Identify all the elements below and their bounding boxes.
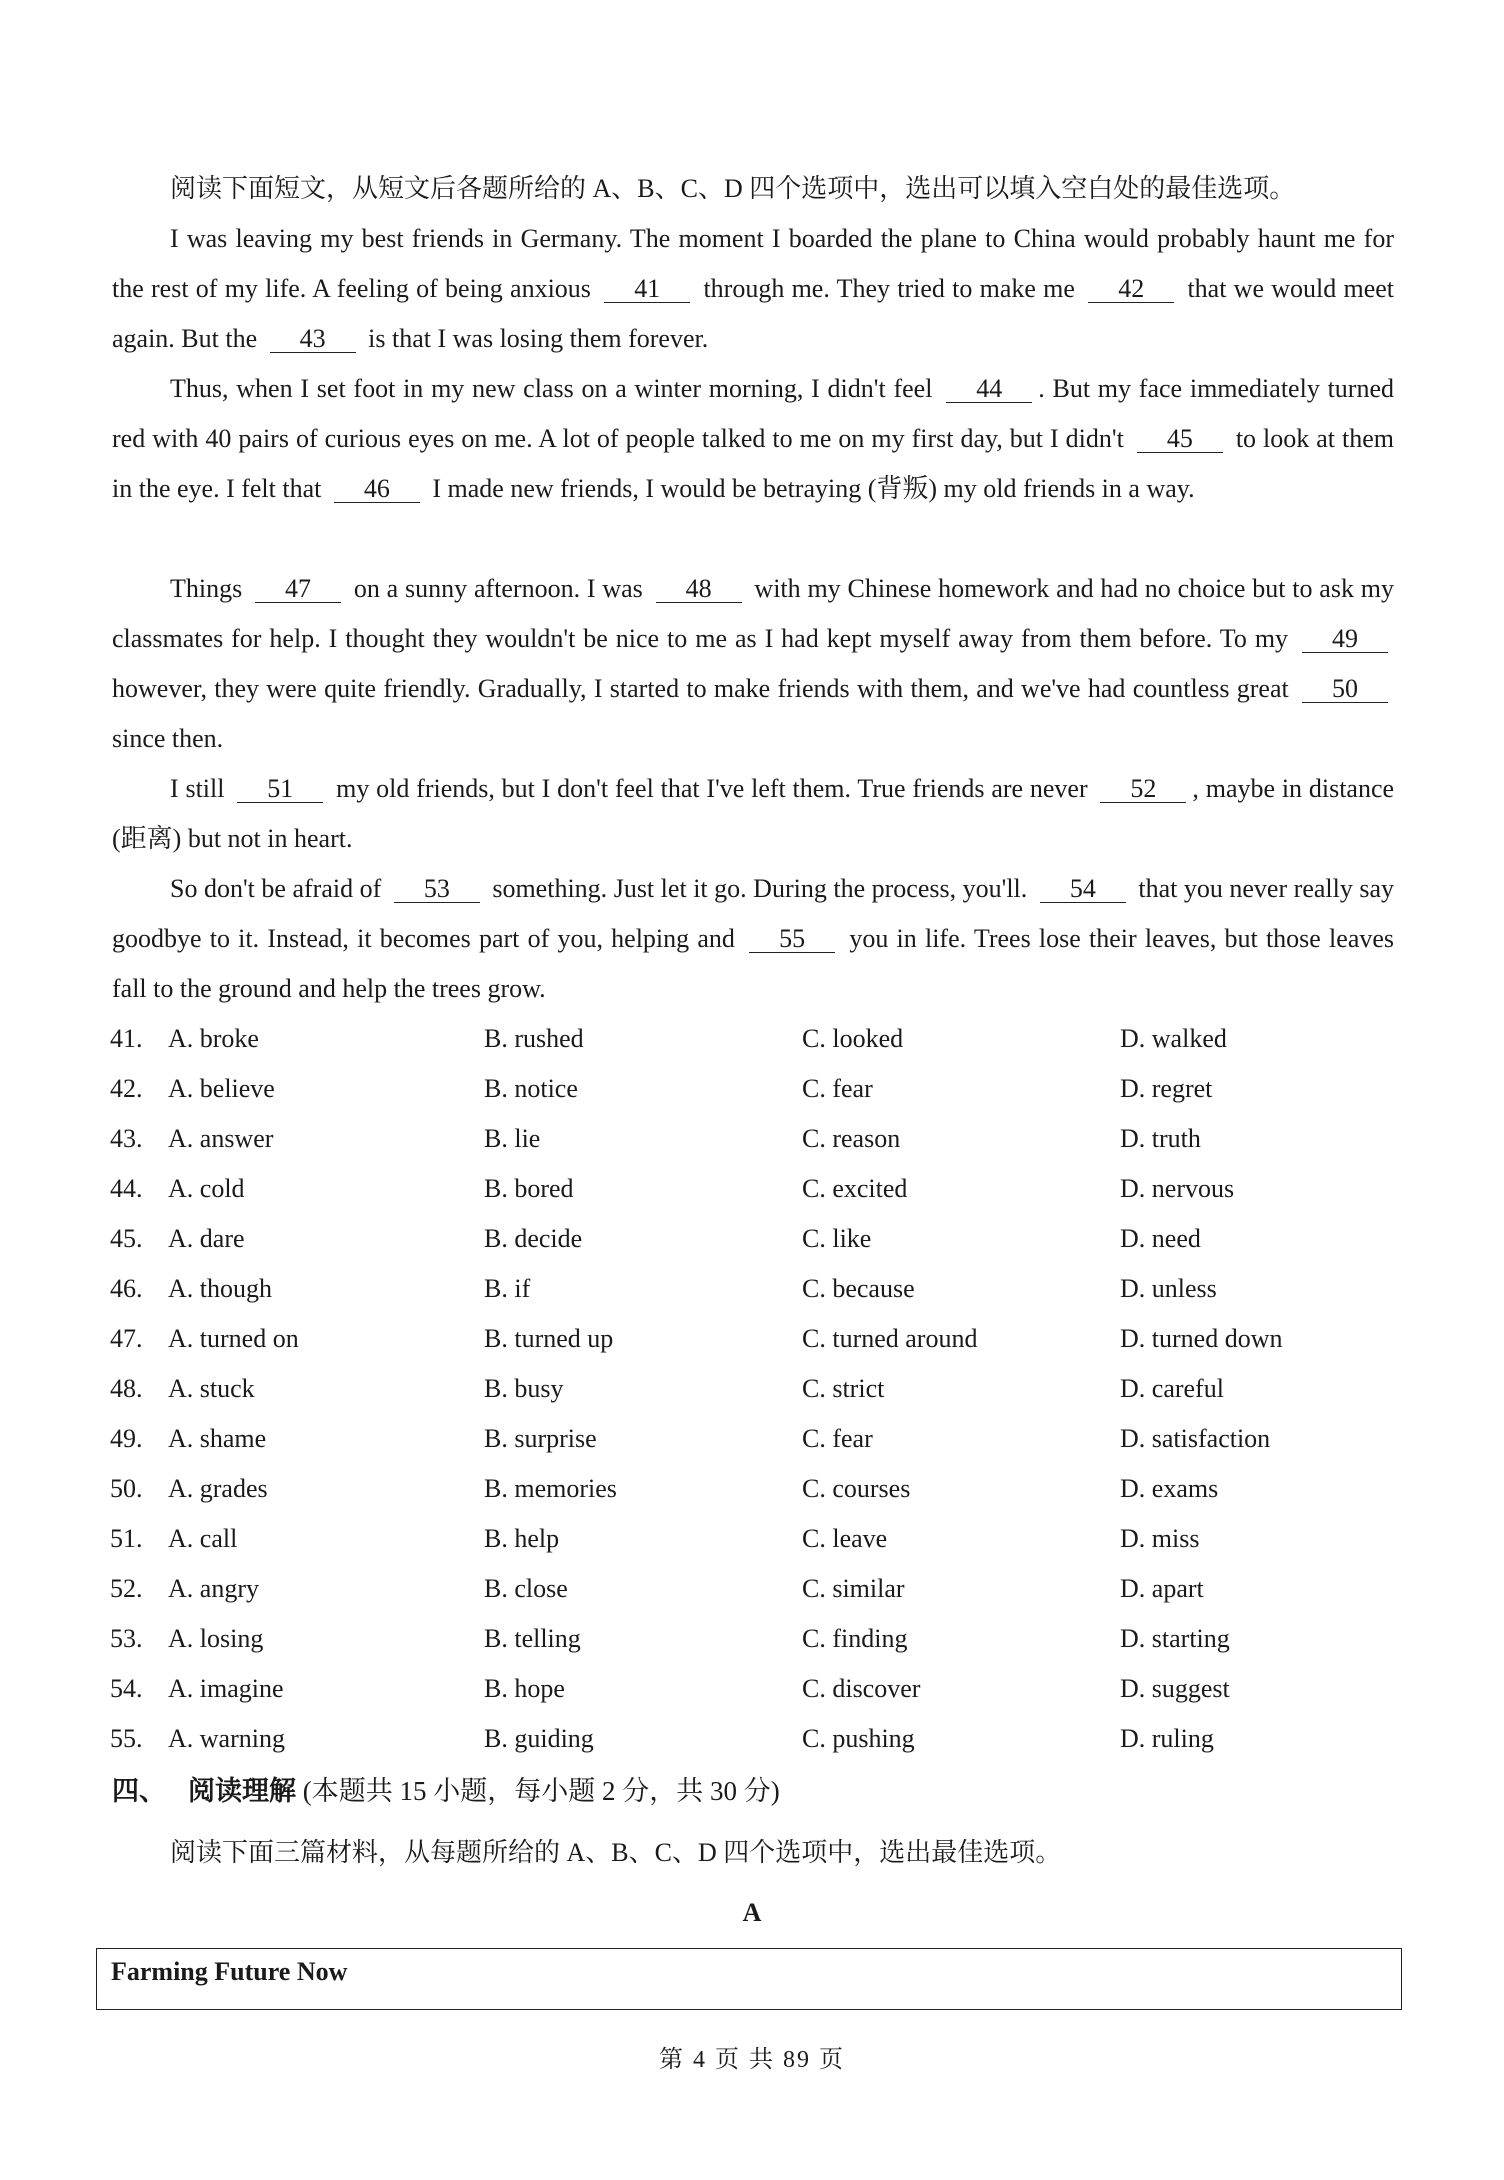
option-a: A. angry xyxy=(168,1574,259,1603)
blank-53: 53 xyxy=(394,876,480,903)
passage-text: something. Just let it go. During the process, you'll. xyxy=(492,874,1028,903)
reading-instructions: 阅读下面三篇材料，从每题所给的 A、B、C、D 四个选项中，选出最佳选项。 xyxy=(170,1838,1062,1867)
option-a: A. dare xyxy=(168,1224,245,1253)
option-c: C. reason xyxy=(802,1124,901,1153)
option-a: A. losing xyxy=(168,1624,264,1653)
option-d: D. careful xyxy=(1120,1374,1224,1403)
blank-41: 41 xyxy=(604,276,690,303)
passage-paragraph-3 xyxy=(112,564,1394,764)
option-c: C. because xyxy=(802,1274,915,1303)
passage-text: Thus, when I set foot in my new class on a winter morning, I didn't feel xyxy=(170,374,933,403)
passage-text: Things xyxy=(170,574,243,603)
blank-51: 51 xyxy=(237,776,323,803)
option-c: C. discover xyxy=(802,1674,921,1703)
option-b: B. close xyxy=(484,1574,568,1603)
blank-45: 45 xyxy=(1137,426,1223,453)
option-d: D. regret xyxy=(1120,1074,1213,1103)
option-b: B. telling xyxy=(484,1624,581,1653)
option-a: A. answer xyxy=(168,1124,274,1153)
passage-text: that you never really say goodbye to it. Instead, it becomes part of you, helping and xyxy=(112,874,1395,953)
passage-letter: A xyxy=(742,1898,762,1927)
option-row xyxy=(110,1364,1400,1414)
option-d: D. turned down xyxy=(1120,1324,1283,1353)
question-number: 55. xyxy=(110,1724,143,1753)
option-d: D. nervous xyxy=(1120,1174,1235,1203)
passage-paragraph-5 xyxy=(112,864,1394,1014)
option-b: B. lie xyxy=(484,1124,541,1153)
option-d: D. suggest xyxy=(1120,1674,1230,1703)
passage-text: I was leaving my best friends in Germany. The moment I boarded the plane to China would probably haunt me for the rest of my life. A feeling of being anxious xyxy=(112,224,1394,303)
option-c: C. similar xyxy=(802,1574,905,1603)
option-c: C. looked xyxy=(802,1024,904,1053)
passage-text: I made new friends, I would be betraying (背叛) my old friends in a way. xyxy=(432,474,1195,503)
option-row xyxy=(110,1314,1400,1364)
option-d: D. apart xyxy=(1120,1574,1204,1603)
option-row xyxy=(110,1064,1400,1114)
option-c: C. finding xyxy=(802,1624,908,1653)
passage-text: however, they were quite friendly. Gradually, I started to make friends with them, and we've had countless great xyxy=(112,674,1289,703)
question-number: 41. xyxy=(110,1024,143,1053)
option-a: A. broke xyxy=(168,1024,259,1053)
passage-paragraph-1 xyxy=(112,214,1394,364)
passage-text: with my Chinese homework and had no choice but to ask my classmates for help. I thought they wouldn't be nice to me as I had kept myself away from them before. To my xyxy=(112,574,1395,653)
option-b: B. rushed xyxy=(484,1024,584,1053)
question-number: 43. xyxy=(110,1124,143,1153)
section-name: 阅读理解 xyxy=(188,1776,296,1806)
page-footer: 第 4 页 共 89 页 xyxy=(659,2047,845,2073)
option-c: C. strict xyxy=(802,1374,885,1403)
passage-text: through me. They tried to make me xyxy=(703,274,1075,303)
option-row xyxy=(110,1264,1400,1314)
question-number: 51. xyxy=(110,1524,143,1553)
option-b: B. decide xyxy=(484,1224,583,1253)
blank-44: 44 xyxy=(946,376,1032,403)
passage-text: on a sunny afternoon. I was xyxy=(353,574,643,603)
option-c: C. turned around xyxy=(802,1324,978,1353)
question-number: 49. xyxy=(110,1424,143,1453)
option-b: B. busy xyxy=(484,1374,564,1403)
passage-box xyxy=(96,1948,1402,2010)
option-c: C. leave xyxy=(802,1524,888,1553)
question-number: 42. xyxy=(110,1074,143,1103)
question-number: 47. xyxy=(110,1324,143,1353)
option-row xyxy=(110,1514,1400,1564)
option-d: D. truth xyxy=(1120,1124,1201,1153)
section-note: (本题共 15 小题，每小题 2 分，共 30 分) xyxy=(302,1776,780,1806)
option-row xyxy=(110,1014,1400,1064)
option-row xyxy=(110,1214,1400,1264)
passage-paragraph-4 xyxy=(112,764,1394,864)
option-c: C. excited xyxy=(802,1174,908,1203)
option-b: B. guiding xyxy=(484,1724,594,1753)
option-c: C. fear xyxy=(802,1424,873,1453)
question-number: 48. xyxy=(110,1374,143,1403)
option-row xyxy=(110,1564,1400,1614)
blank-52: 52 xyxy=(1100,776,1186,803)
question-number: 53. xyxy=(110,1624,143,1653)
option-c: C. courses xyxy=(802,1474,911,1503)
question-number: 50. xyxy=(110,1474,143,1503)
section-heading xyxy=(112,1766,780,1816)
passage-text: to look at them in the eye. I felt that xyxy=(112,424,1394,503)
blank-42: 42 xyxy=(1088,276,1174,303)
option-c: C. pushing xyxy=(802,1724,915,1753)
section-number: 四、 xyxy=(112,1776,166,1806)
option-a: A. imagine xyxy=(168,1674,284,1703)
question-number: 46. xyxy=(110,1274,143,1303)
blank-55: 55 xyxy=(749,926,835,953)
option-a: A. believe xyxy=(168,1074,275,1103)
option-a: A. cold xyxy=(168,1174,245,1203)
option-b: B. bored xyxy=(484,1174,574,1203)
passage-text: I still xyxy=(170,774,225,803)
blank-48: 48 xyxy=(656,576,742,603)
option-c: C. fear xyxy=(802,1074,873,1103)
passage-text: , maybe in distance (距离) but not in heart. xyxy=(112,774,1395,853)
passage-text: is that I was losing them forever. xyxy=(368,324,709,353)
passage-text: . But my face immediately turned red with 40 pairs of curious eyes on me. A lot of people talked to me on my first day, but I didn't xyxy=(112,374,1395,453)
option-a: A. though xyxy=(168,1274,272,1303)
blank-50: 50 xyxy=(1302,676,1388,703)
option-row xyxy=(110,1714,1400,1764)
option-b: B. help xyxy=(484,1524,560,1553)
option-b: B. memories xyxy=(484,1474,617,1503)
option-a: A. grades xyxy=(168,1474,268,1503)
cloze-instructions: 阅读下面短文，从短文后各题所给的 A、B、C、D 四个选项中，选出可以填入空白处的最佳选项。 xyxy=(170,174,1296,203)
option-b: B. turned up xyxy=(484,1324,614,1353)
option-d: D. starting xyxy=(1120,1624,1230,1653)
blank-49: 49 xyxy=(1302,626,1388,653)
passage-paragraph-2 xyxy=(112,364,1394,514)
option-b: B. surprise xyxy=(484,1424,597,1453)
question-number: 45. xyxy=(110,1224,143,1253)
passage-text: since then. xyxy=(112,724,224,753)
option-b: B. if xyxy=(484,1274,531,1303)
option-row xyxy=(110,1164,1400,1214)
option-a: A. call xyxy=(168,1524,238,1553)
option-b: B. notice xyxy=(484,1074,578,1103)
option-d: D. ruling xyxy=(1120,1724,1214,1753)
option-c: C. like xyxy=(802,1224,872,1253)
blank-47: 47 xyxy=(255,576,341,603)
option-a: A. warning xyxy=(168,1724,285,1753)
option-a: A. turned on xyxy=(168,1324,299,1353)
option-d: D. unless xyxy=(1120,1274,1217,1303)
option-d: D. satisfaction xyxy=(1120,1424,1271,1453)
option-row xyxy=(110,1414,1400,1464)
passage-text: that we would meet again. But the xyxy=(112,274,1395,353)
option-row xyxy=(110,1114,1400,1164)
question-number: 54. xyxy=(110,1674,143,1703)
question-number: 52. xyxy=(110,1574,143,1603)
passage-text: my old friends, but I don't feel that I've left them. True friends are never xyxy=(336,774,1088,803)
option-row xyxy=(110,1664,1400,1714)
option-a: A. stuck xyxy=(168,1374,255,1403)
blank-43: 43 xyxy=(270,326,356,353)
passage-text: So don't be afraid of xyxy=(170,874,382,903)
option-b: B. hope xyxy=(484,1674,565,1703)
option-d: D. need xyxy=(1120,1224,1201,1253)
option-row xyxy=(110,1464,1400,1514)
box-title: Farming Future Now xyxy=(111,1957,348,1986)
blank-46: 46 xyxy=(334,476,420,503)
question-number: 44. xyxy=(110,1174,143,1203)
option-d: D. exams xyxy=(1120,1474,1219,1503)
option-a: A. shame xyxy=(168,1424,267,1453)
option-d: D. miss xyxy=(1120,1524,1200,1553)
passage-text: you in life. Trees lose their leaves, but those leaves fall to the ground and help the trees grow. xyxy=(112,924,1395,1003)
option-d: D. walked xyxy=(1120,1024,1227,1053)
blank-54: 54 xyxy=(1040,876,1126,903)
option-row xyxy=(110,1614,1400,1664)
